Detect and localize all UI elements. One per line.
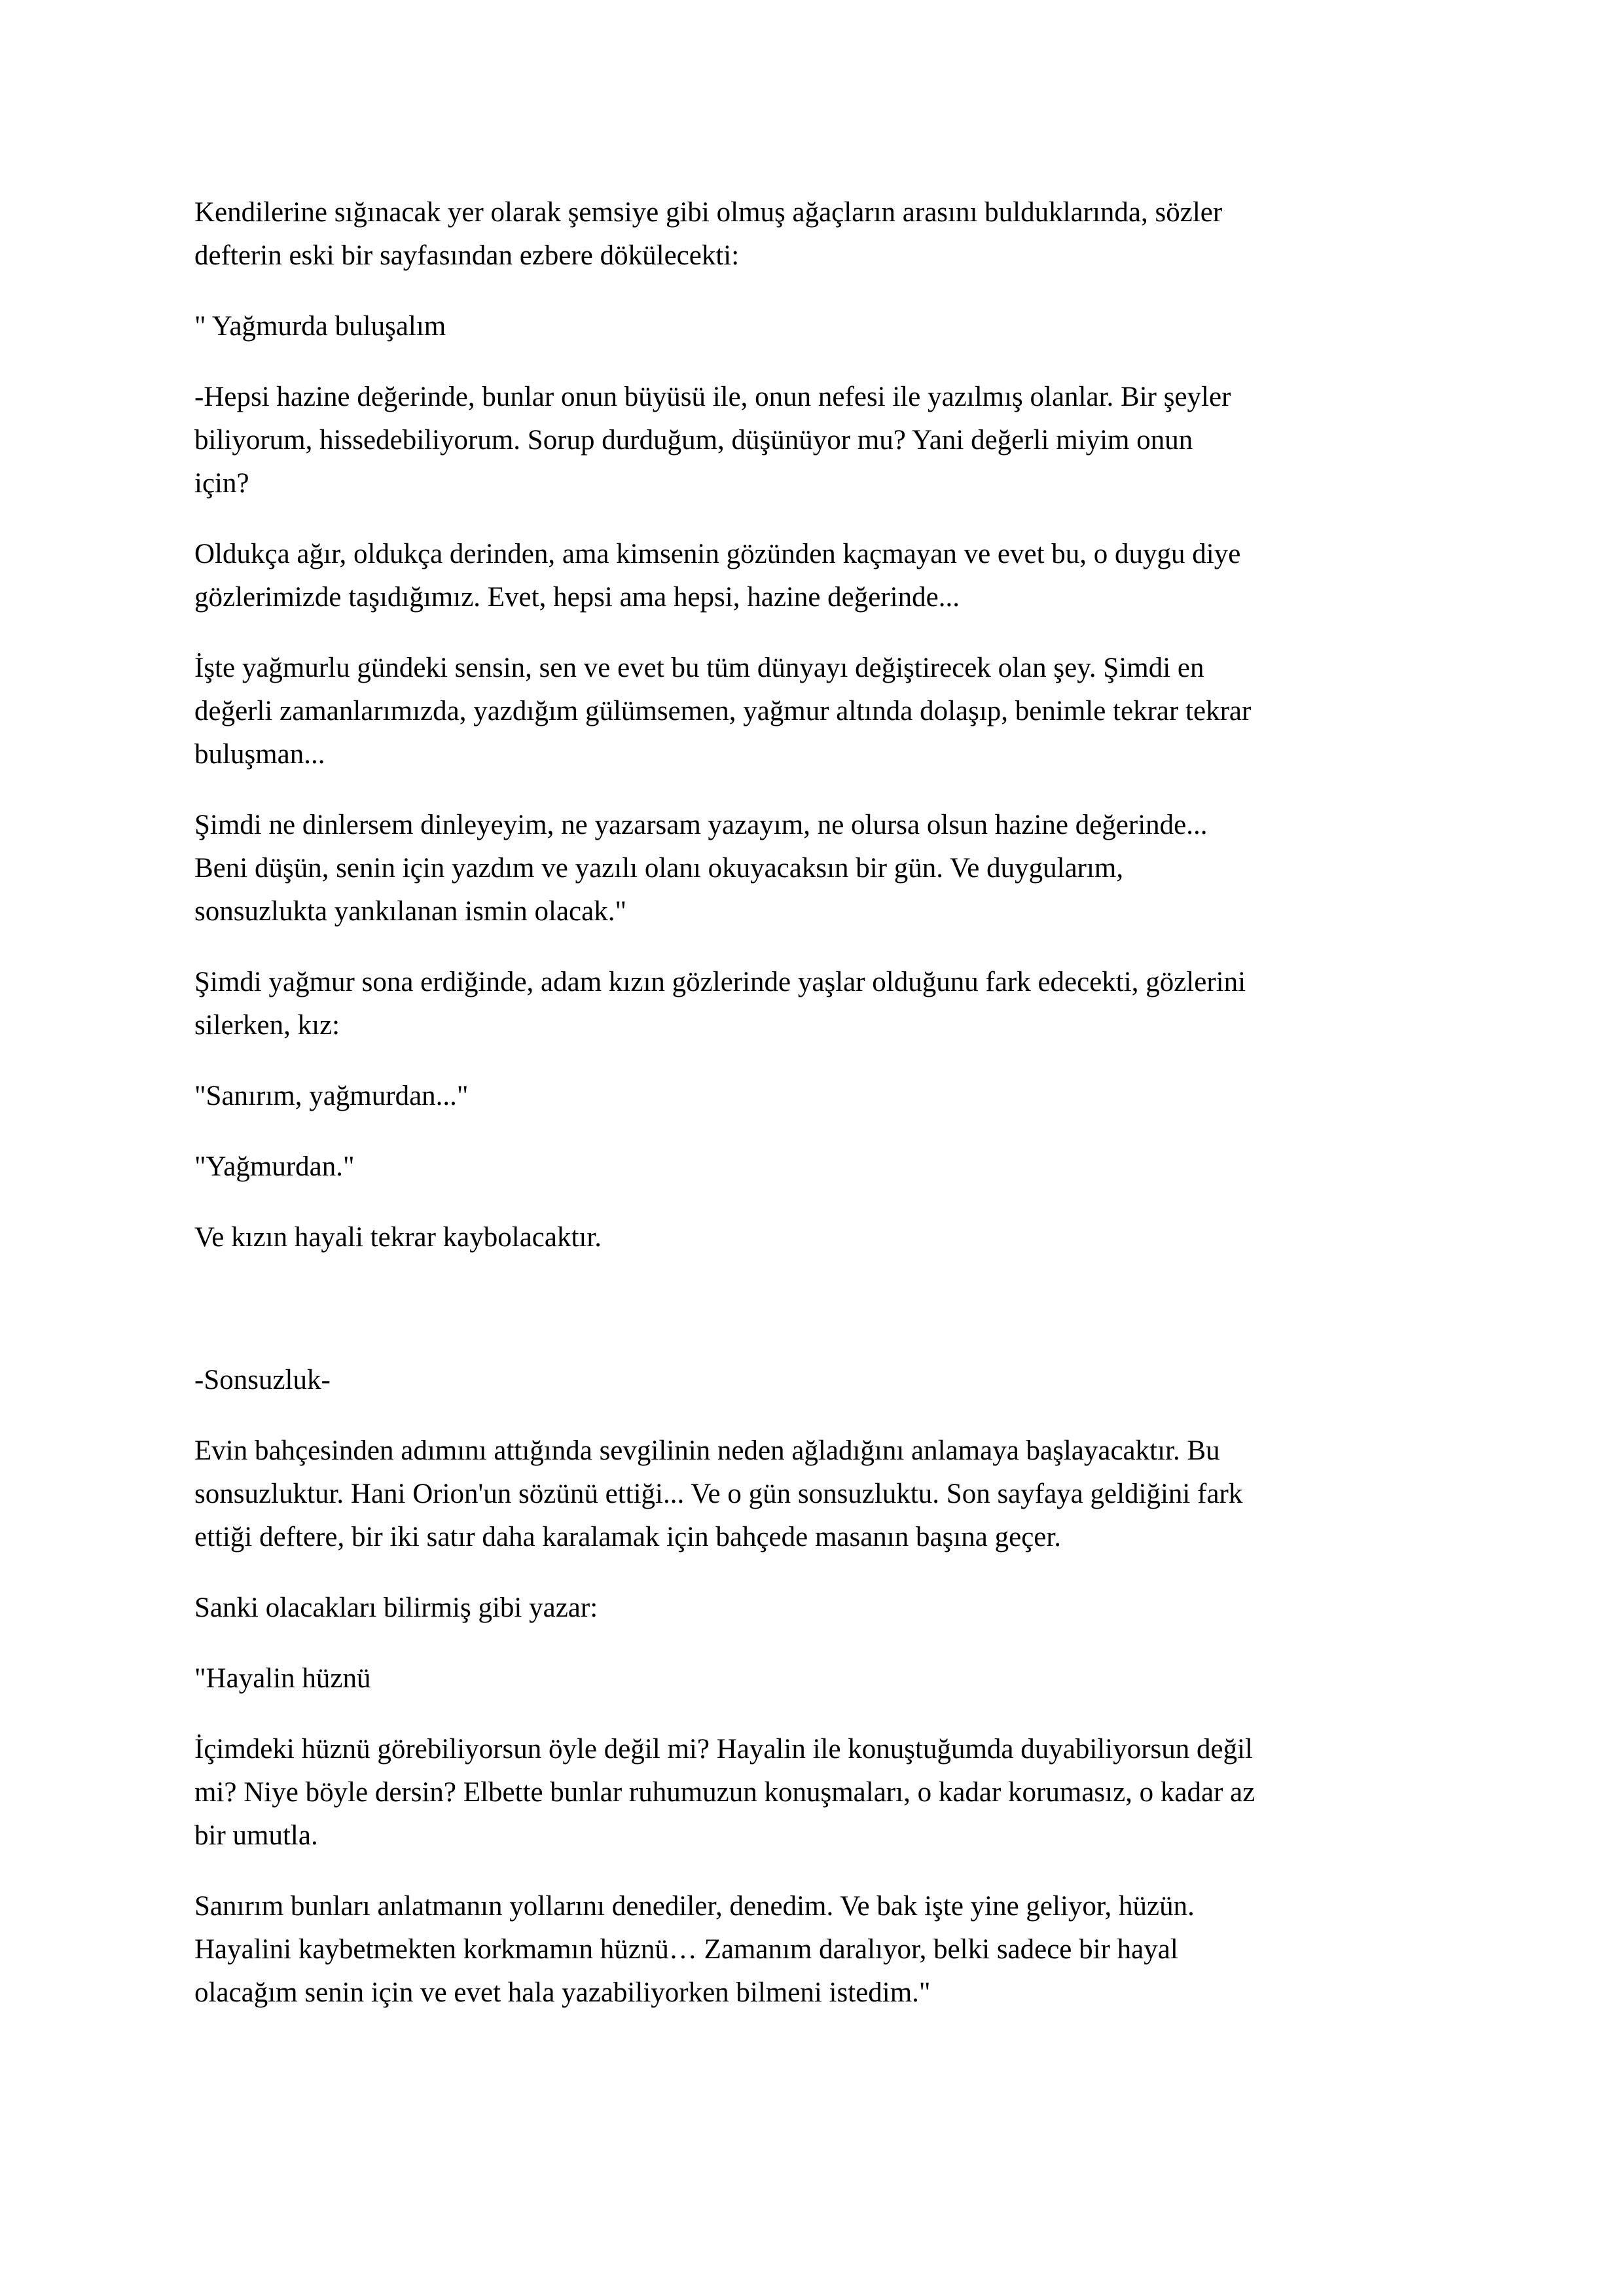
text-line: gözlerimizde taşıdığımız. Evet, hepsi ama hepsi, hazine değerinde... <box>194 582 960 613</box>
paragraph <box>194 1216 1438 1259</box>
text-line: Şimdi ne dinlersem dinleyeyim, ne yazarsam yazayım, ne olursa olsun hazine değerinde... <box>194 810 1208 840</box>
text-line: Oldukça ağır, oldukça derinden, ama kimsenin gözünden kaçmayan ve evet bu, o duygu diye <box>194 539 1241 569</box>
text-line: Sanırım bunları anlatmanın yollarını denediler, denedim. Ve bak işte yine geliyor, hüzün. <box>194 1891 1195 1922</box>
paragraph <box>194 961 1438 1047</box>
text-line: bir umutla. <box>194 1820 318 1851</box>
text-line: mi? Niye böyle dersin? Elbette bunlar ruhumuzun konuşmaları, o kadar korumasız, o kadar az <box>194 1777 1255 1808</box>
text-line: Sanki olacakları bilirmiş gibi yazar: <box>194 1592 598 1623</box>
text-line: Şimdi yağmur sona erdiğinde, adam kızın gözlerinde yaşlar olduğunu fark edecekti, gözlerini <box>194 967 1246 997</box>
paragraph <box>194 533 1438 619</box>
text-line: "Sanırım, yağmurdan..." <box>194 1081 469 1111</box>
text-line: silerken, kız: <box>194 1010 340 1041</box>
text-line: "Yağmurdan." <box>194 1151 355 1182</box>
text-line: Ve kızın hayali tekrar kaybolacaktır. <box>194 1222 602 1253</box>
paragraph <box>194 1885 1438 2015</box>
text-line: ettiği deftere, bir iki satır daha karalamak için bahçede masanın başına geçer. <box>194 1522 1062 1552</box>
text-line: -Sonsuzluk- <box>194 1365 331 1395</box>
paragraph <box>194 191 1438 278</box>
paragraph <box>194 1728 1438 1857</box>
section-heading <box>194 1359 1438 1402</box>
text-line: "Hayalin hüznü <box>194 1663 371 1694</box>
text-line: " Yağmurda buluşalım <box>194 311 446 342</box>
poem-title <box>194 305 1438 348</box>
text-line: İçimdeki hüznü görebiliyorsun öyle değil mi? Hayalin ile konuştuğumda duyabiliyorsun değil <box>194 1734 1253 1765</box>
text-line: Hayalini kaybetmekten korkmamın hüznü… Zamanım daralıyor, belki sadece bir hayal <box>194 1934 1178 1965</box>
paragraph <box>194 647 1438 776</box>
paragraph <box>194 804 1438 933</box>
text-line: olacağım senin için ve evet hala yazabiliyorken bilmeni istedim." <box>194 1977 931 2008</box>
text-line: değerli zamanlarımızda, yazdığım gülümsemen, yağmur altında dolaşıp, benimle tekrar tekrar <box>194 696 1252 726</box>
poem-title <box>194 1657 1438 1700</box>
text-line: sonsuzlukta yankılanan ismin olacak." <box>194 896 627 927</box>
dialogue-line <box>194 1145 1438 1189</box>
text-line: defterin eski bir sayfasından ezbere dökülecekti: <box>194 240 740 271</box>
text-line: için? <box>194 468 249 499</box>
paragraph <box>194 1587 1438 1630</box>
text-line: Kendilerine sığınacak yer olarak şemsiye gibi olmuş ağaçların arasını bulduklarında, sözler <box>194 197 1223 228</box>
text-line: -Hepsi hazine değerinde, bunlar onun büyüsü ile, onun nefesi ile yazılmış olanlar. Bir şeyler <box>194 382 1231 412</box>
text-line: İşte yağmurlu gündeki sensin, sen ve evet bu tüm dünyayı değiştirecek olan şey. Şimdi en <box>194 653 1204 683</box>
paragraph <box>194 376 1438 505</box>
text-line: Beni düşün, senin için yazdım ve yazılı olanı okuyacaksın bir gün. Ve duygularım, <box>194 853 1124 884</box>
document-page <box>194 191 1438 2042</box>
dialogue-line <box>194 1075 1438 1118</box>
section-spacer <box>194 1287 1438 1359</box>
text-line: Evin bahçesinden adımını attığında sevgilinin neden ağladığını anlamaya başlayacaktır. Bu <box>194 1435 1220 1466</box>
text-line: biliyorum, hissedebiliyorum. Sorup durduğum, düşünüyor mu? Yani değerli miyim onun <box>194 425 1193 456</box>
text-line: buluşman... <box>194 739 325 770</box>
text-line: sonsuzluktur. Hani Orion'un sözünü ettiği... Ve o gün sonsuzluktu. Son sayfaya geldiğini fark <box>194 1479 1243 1509</box>
paragraph <box>194 1429 1438 1559</box>
